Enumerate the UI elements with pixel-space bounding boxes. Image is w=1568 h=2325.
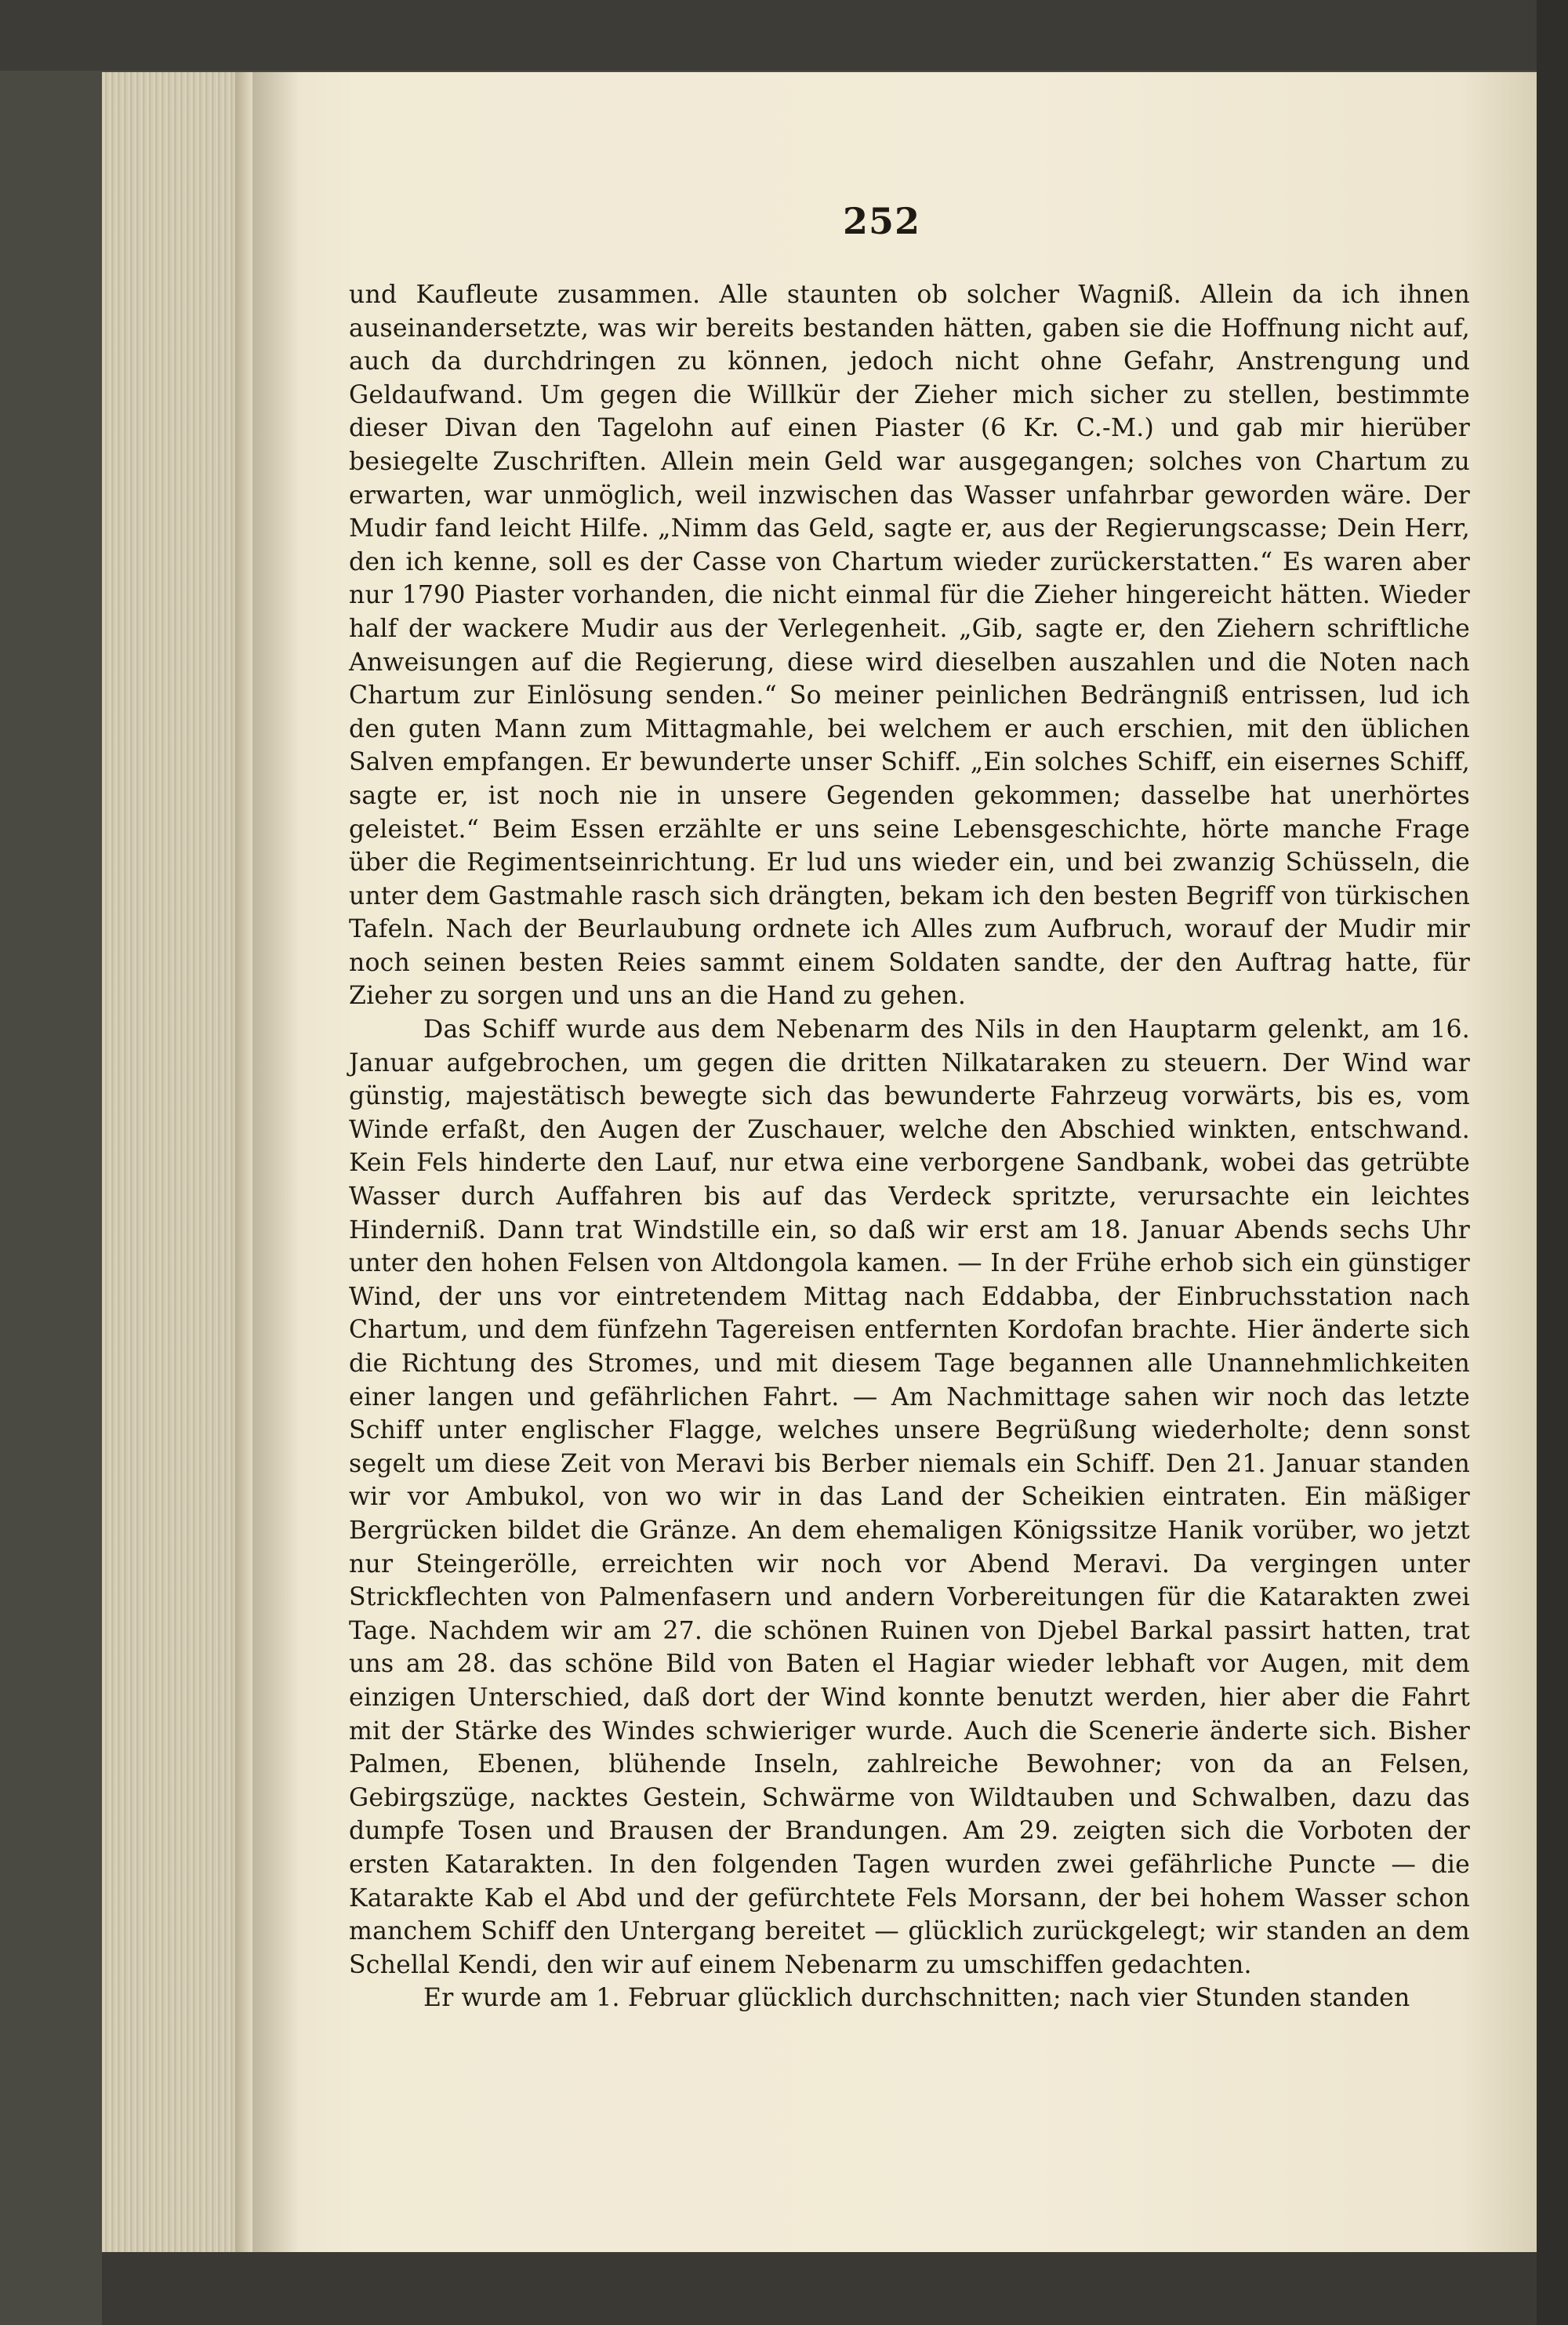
- body-text: [349, 278, 1470, 2015]
- paragraph-2: Das Schiff wurde aus dem Nebenarm des Nils in den Hauptarm gelenkt, am 16. Januar aufgebrochen, um gegen die dritten Nilkataraken zu steuern. Der Wind war günstig, majestätisch bewegte sich das bewunderte Fahrzeug vorwärts, bis es, vom Winde erfaßt, den Augen der Zuschauer, welche den Abschied winkten, entschwand. Kein Fels hinderte den Lauf, nur etwa eine verborgene Sandbank, wobei das getrübte Wasser durch Auffahren bis auf das Verdeck spritzte, verursachte ein leichtes Hinderniß. Dann trat Windstille ein, so daß wir erst am 18. Januar Abends sechs Uhr unter den hohen Felsen von Altdongola kamen. — In der Frühe erhob sich ein günstiger Wind, der uns vor eintretendem Mittag nach Eddabba, der Einbruchsstation nach Chartum, und dem fünfzehn Tagereisen entfernten Kordofan brachte. Hier änderte sich die Richtung des Stromes, und mit diesem Tage begannen alle Unannehmlichkeiten einer langen und gefährlichen Fahrt. — Am Nachmittage sahen wir noch das letzte Schiff unter englischer Flagge, welches unsere Begrüßung wiederholte; denn sonst segelt um diese Zeit von Meravi bis Berber niemals ein Schiff. Den 21. Januar standen wir vor Ambukol, von wo wir in das Land der Scheikien eintraten. Ein mäßiger Bergrücken bildet die Gränze. An dem ehemaligen Königssitze Hanik vorüber, wo jetzt nur Steingerölle, erreichten wir noch vor Abend Meravi. Da vergingen unter Strickflechten von Palmenfasern und andern Vorbereitungen für die Katarakten zwei Tage. Nachdem wir am 27. die schönen Ruinen von Djebel Barkal passirt hatten, trat uns am 28. das schöne Bild von Baten el Hagiar wieder lebhaft vor Augen, mit dem einzigen Unterschied, daß dort der Wind konnte benutzt werden, hier aber die Fahrt mit der Stärke des Windes schwieriger wurde. Auch die Scenerie änderte sich. Bisher Palmen, Ebenen, blühende Inseln, zahlreiche Bewohner; von da an Felsen, Gebirgszüge, nacktes Gestein, Schwärme von Wildtauben und Schwalben, dazu das dumpfe Tosen und Brausen der Brandungen. Am 29. zeigten sich die Vorboten der ersten Katarakten. In den folgenden Tagen wurden zwei gefährliche Puncte — die Katarakte Kab el Abd und der gefürchtete Fels Morsann, der bei hohem Wasser schon manchem Schiff den Untergang bereitet — glücklich zurückgelegt; wir standen an dem Schellal Kendi, den wir auf einem Nebenarm zu umschiffen gedachten.: [349, 1015, 1470, 1979]
- page-number: 252: [843, 200, 921, 242]
- book-gutter: [235, 72, 254, 2252]
- scan-background-bottom: [102, 2252, 1537, 2325]
- scan-background: [0, 0, 1568, 71]
- paragraph-1: und Kaufleute zusammen. Alle staunten ob solcher Wagniß. Allein da ich ihnen auseinandersetzte, was wir bereits bestanden hätten, gaben sie die Hoffnung nicht auf, auch da durchdringen zu können, jedoch nicht ohne Gefahr, Anstrengung und Geldaufwand. Um gegen die Willkür der Zieher mich sicher zu stellen, bestimmte dieser Divan den Tagelohn auf einen Piaster (6 Kr. C.-M.) und gab mir hierüber besiegelte Zuschriften. Allein mein Geld war ausgegangen; solches von Chartum zu erwarten, war unmöglich, weil inzwischen das Wasser unfahrbar geworden wäre. Der Mudir fand leicht Hilfe. „Nimm das Geld, sagte er, aus der Regierungscasse; Dein Herr, den ich kenne, soll es der Casse von Chartum wieder zurückerstatten.“ Es waren aber nur 1790 Piaster vorhanden, die nicht einmal für die Zieher hingereicht hätten. Wieder half der wackere Mudir aus der Verlegenheit. „Gib, sagte er, den Ziehern schriftliche Anweisungen auf die Regierung, diese wird dieselben auszahlen und die Noten nach Chartum zur Einlösung senden.“ So meiner peinlichen Bedrängniß entrissen, lud ich den guten Mann zum Mittagmahle, bei welchem er auch erschien, mit den üblichen Salven empfangen. Er bewunderte unser Schiff. „Ein solches Schiff, ein eisernes Schiff, sagte er, ist noch nie in unsere Gegenden gekommen; dasselbe hat unerhörtes geleistet.“ Beim Essen erzählte er uns seine Lebensgeschichte, hörte manche Frage über die Regimentseinrichtung. Er lud uns wieder ein, und bei zwanzig Schüsseln, die unter dem Gastmahle rasch sich drängten, bekam ich den besten Begriff von türkischen Tafeln. Nach der Beurlaubung ordnete ich Alles zum Aufbruch, worauf der Mudir mir noch seinen besten Reies sammt einem Soldaten sandte, der den Auftrag hatte, für Zieher zu sorgen und uns an die Hand zu gehen.: [349, 281, 1470, 1011]
- scan-background-right: [1537, 0, 1568, 2325]
- paragraph-3: Er wurde am 1. Februar glücklich durchschnitten; nach vier Stunden standen: [423, 1984, 1410, 2013]
- page-stack-edge: [102, 72, 241, 2252]
